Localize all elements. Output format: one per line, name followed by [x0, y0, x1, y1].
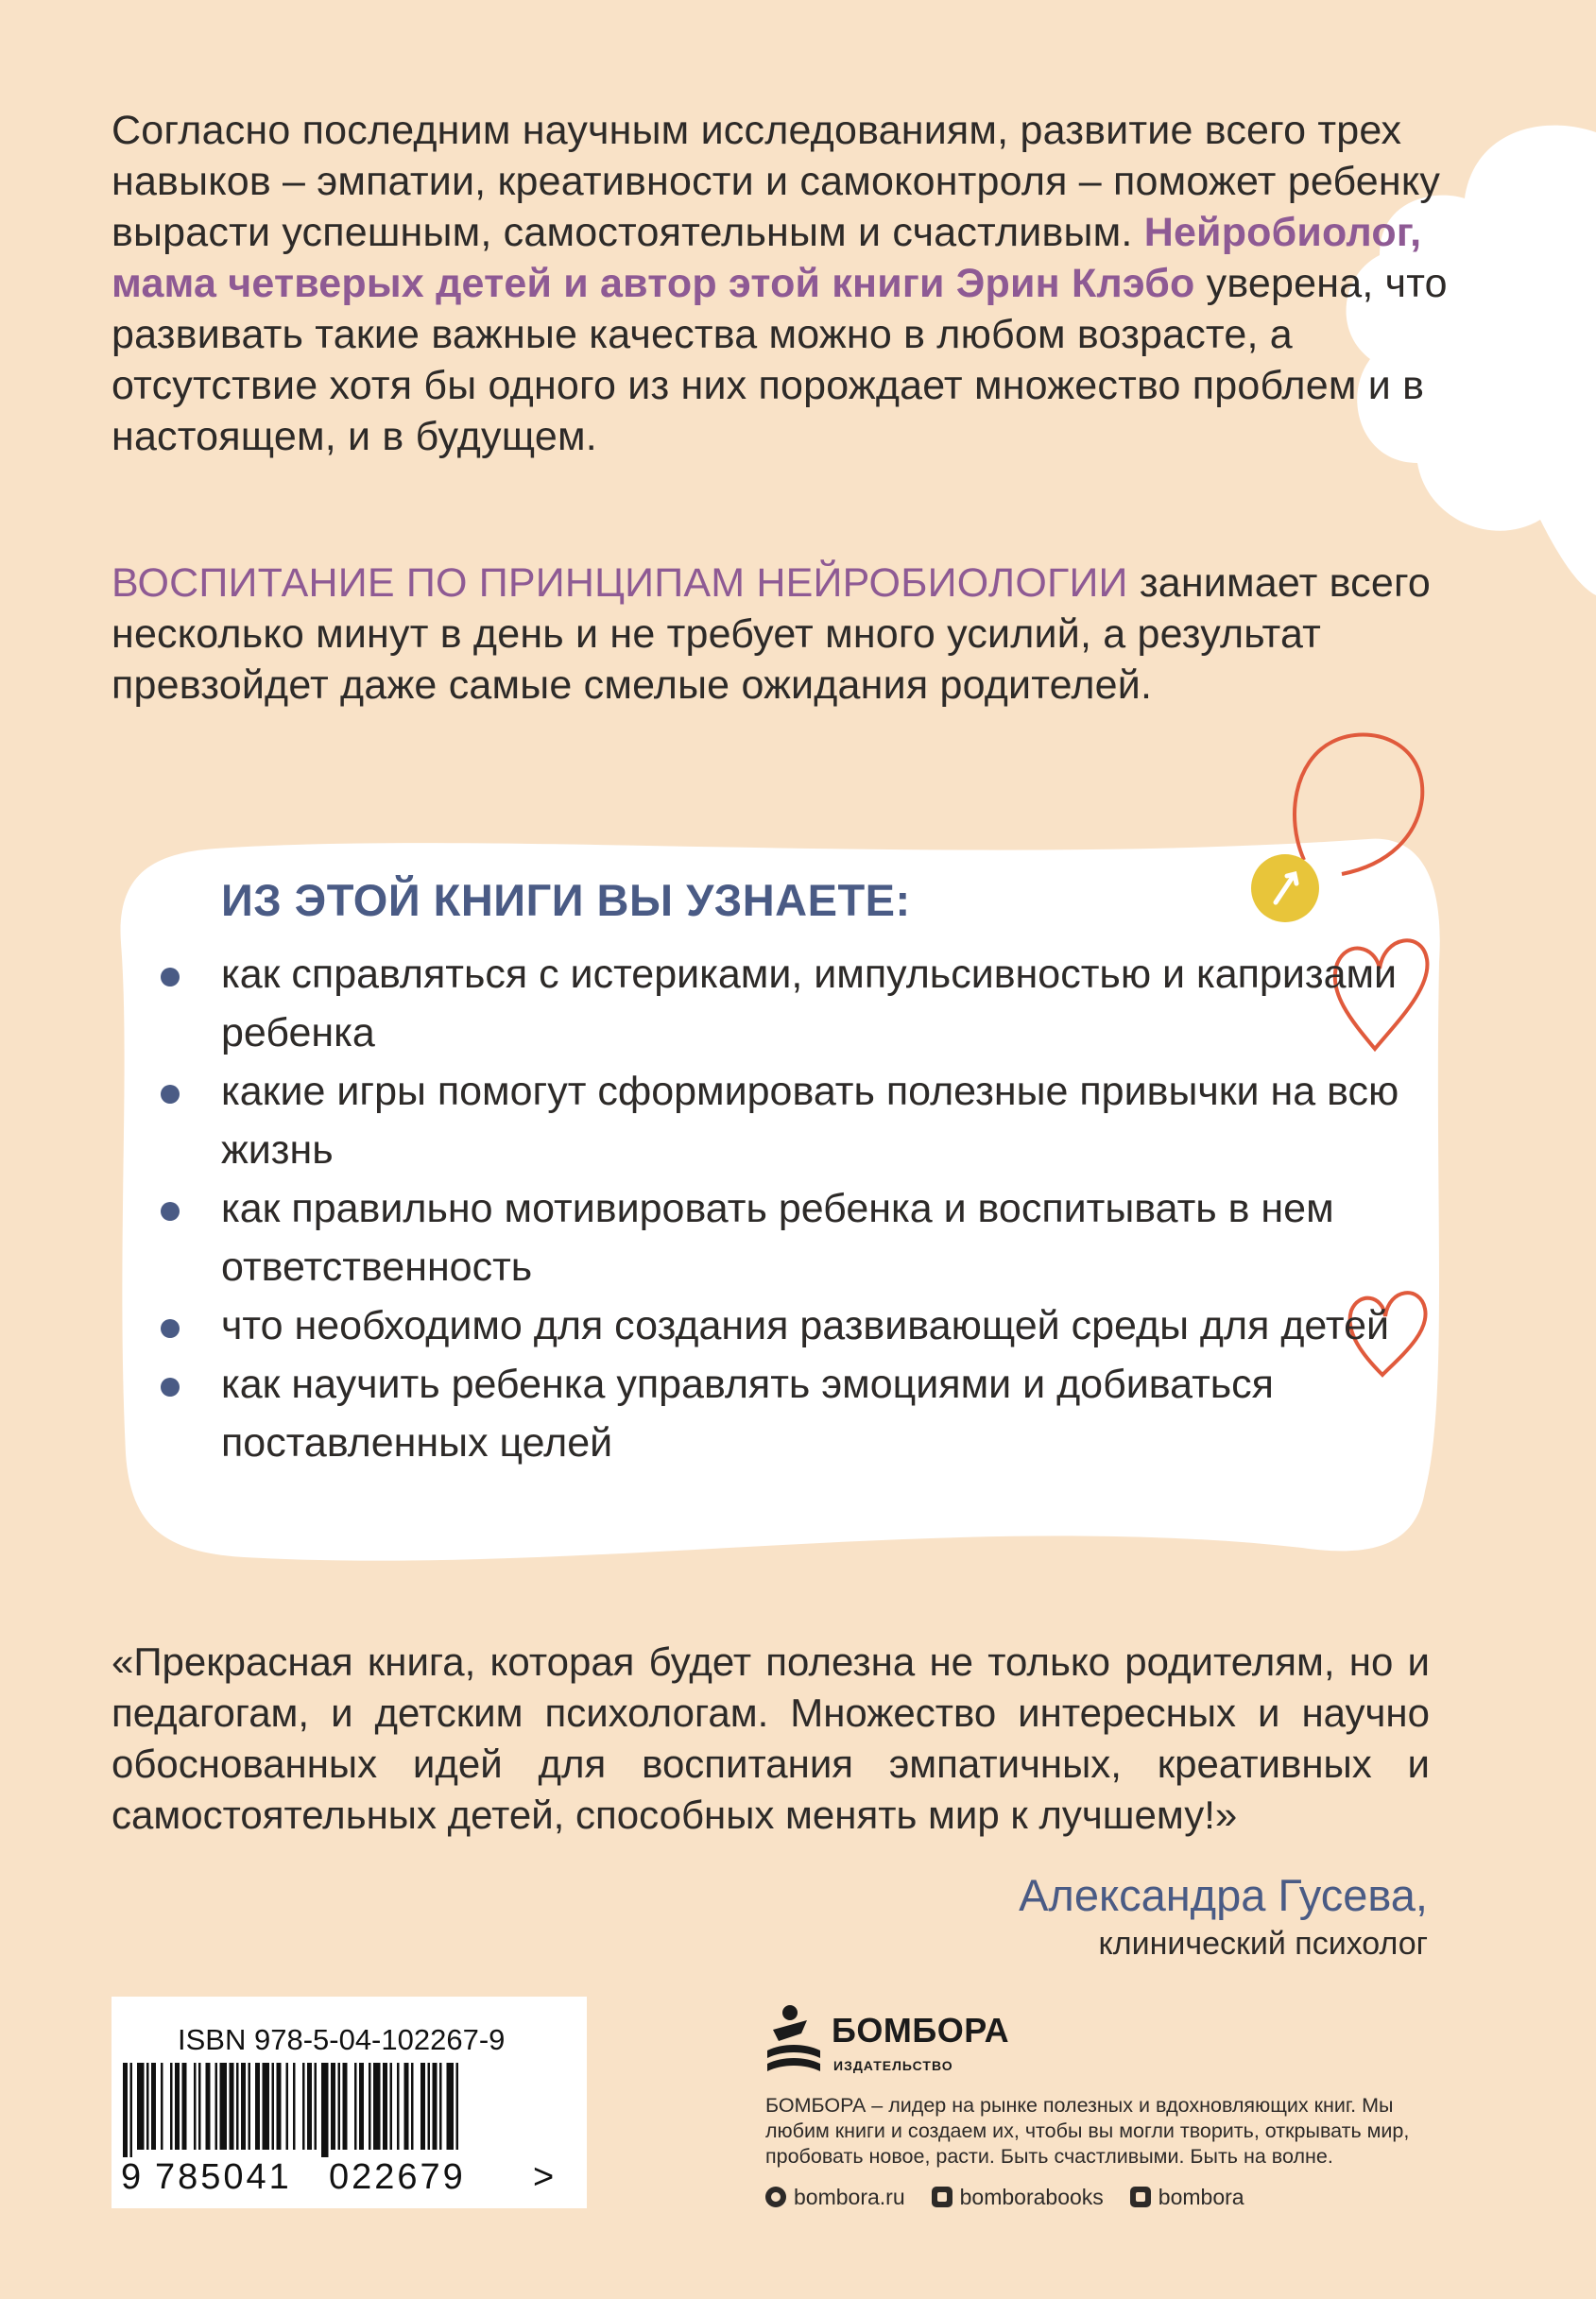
barcode-bar [206, 2063, 211, 2150]
telegram-icon [1130, 2187, 1151, 2207]
barcode-bar [182, 2063, 187, 2150]
quote-author-role: клинический психолог [1098, 1926, 1428, 1962]
barcode-bar [277, 2063, 282, 2150]
barcode-bar [170, 2063, 173, 2150]
intro-text-1: Согласно последним научным исследованиям, развитие всего трех навыков – эмпатии, креативности и самоконтроля – поможет ребенку вырасти успешным, самостоятельным и счастливым. [112, 108, 1441, 255]
publisher-description: БОМБОРА – лидер на рынке полезных и вдохновляющих книг. Мы любим книги и создаем их, чтобы вы могли творить, открывать мир, пробовать новое, расти. Быть счастливыми. Быть на волне. [765, 2094, 1410, 2168]
barcode [112, 1997, 587, 2208]
publisher-socials [765, 2183, 1271, 2211]
barcode-bar [307, 2063, 312, 2150]
barcode-bar [123, 2063, 128, 2157]
list-item: какие игры помогут сформировать полезные привычки на всю жизнь [151, 1062, 1408, 1179]
barcode-bar [236, 2063, 239, 2150]
social-site[interactable]: bombora.ru [765, 2185, 905, 2210]
barcode-bar [338, 2063, 341, 2150]
barcode-bar [293, 2063, 296, 2150]
barcode-bar [447, 2063, 455, 2150]
vk-icon [932, 2187, 952, 2207]
barcode-quiet-mark: > [533, 2157, 558, 2197]
quote-author: Александра Гусева, [1019, 1870, 1428, 1920]
social-telegram[interactable]: bombora [1130, 2185, 1244, 2210]
bullet-icon [161, 968, 180, 987]
barcode-bar [302, 2063, 305, 2150]
barcode-bar [161, 2063, 163, 2150]
barcode-digits-right: 022679 [329, 2157, 466, 2197]
barcode-bar [315, 2063, 317, 2150]
barcode-bar [220, 2063, 228, 2150]
barcode-bar [411, 2063, 414, 2150]
barcode-bar [383, 2063, 387, 2150]
barcode-bar [272, 2063, 275, 2150]
author-highlight: Нейробиолог, мама четверых детей и автор этой книги Эрин Клэбо [112, 210, 1422, 306]
list-item: что необходимо для создания развивающей среды для детей [151, 1296, 1408, 1355]
learn-title: ИЗ ЭТОЙ КНИГИ ВЫ УЗНАЕТЕ: [221, 875, 911, 925]
barcode-bar [130, 2063, 133, 2157]
barcode-bar [151, 2063, 156, 2150]
barcode-bar [373, 2063, 381, 2150]
intro-text-2: уверена, что развивать такие важные качества можно в любом возрасте, а отсутствие хотя бы одного из них порождает множество проблем и в настоящем, и в будущем. [112, 261, 1448, 459]
barcode-bar [241, 2063, 246, 2150]
barcode-bar [194, 2063, 197, 2150]
barcode-bar [321, 2063, 329, 2157]
barcode-bar [359, 2063, 364, 2150]
barcode-bar [249, 2063, 251, 2150]
method-highlight: ВОСПИТАНИЕ ПО ПРИНЦИПАМ НЕЙРОБИОЛОГИИ [112, 560, 1128, 606]
barcode-bar [198, 2063, 201, 2150]
bullet-icon [161, 1378, 180, 1397]
barcode-digits-left: 785041 [155, 2157, 292, 2197]
barcode-bar [137, 2063, 145, 2150]
barcode-bar [354, 2063, 357, 2150]
barcode-bar [433, 2063, 438, 2150]
barcode-bar [369, 2063, 371, 2150]
publisher-name: БОМБОРА [832, 2011, 1010, 2050]
barcode-bar [397, 2063, 400, 2150]
method-text: занимает всего несколько минут в день и не требует много усилий, а результат превзойдет даже самые смелые ожидания родителей. [112, 560, 1432, 708]
barcode-bar [390, 2063, 393, 2150]
barcode-bar [428, 2063, 431, 2150]
barcode-bar [255, 2063, 260, 2150]
medal-decoration [1228, 704, 1455, 931]
social-vk[interactable]: bomborabooks [932, 2185, 1104, 2210]
barcode-bar [420, 2063, 425, 2150]
learn-list [151, 945, 1408, 1472]
publisher-subtitle: ИЗДАТЕЛЬСТВО [833, 2058, 953, 2073]
barcode-bar [175, 2063, 180, 2150]
barcode-bar [230, 2063, 234, 2150]
barcode-bar [456, 2063, 459, 2150]
barcode-bar [263, 2063, 270, 2150]
barcode-digit-first: 9 [121, 2157, 145, 2197]
barcode-bar [439, 2063, 442, 2150]
method-paragraph [112, 558, 1453, 711]
globe-icon [765, 2187, 786, 2207]
barcode-bar [343, 2063, 348, 2150]
barcode-bar [146, 2063, 149, 2150]
isbn-number: ISBN 978-5-04-102267-9 [178, 2023, 506, 2056]
list-item: как справляться с истериками, импульсивностью и капризами ребенка [151, 945, 1408, 1062]
publisher-logo-icon [764, 2003, 824, 2077]
list-item: как научить ребенка управлять эмоциями и добиваться поставленных целей [151, 1355, 1408, 1472]
barcode-bar [286, 2063, 289, 2150]
bullet-icon [161, 1085, 180, 1104]
list-item: как правильно мотивировать ребенка и воспитывать в нем ответственность [151, 1179, 1408, 1296]
barcode-bar [404, 2063, 409, 2150]
barcode-bar [331, 2063, 335, 2150]
intro-paragraph [112, 105, 1453, 462]
bullet-icon [161, 1319, 180, 1338]
bullet-icon [161, 1202, 180, 1221]
barcode-bar [215, 2063, 218, 2150]
review-quote: «Прекрасная книга, которая будет полезна не только родителям, но и педагогам, и детским психологам. Множество интересных и научно обоснованных идей для воспитания эмпатичных, креативных и самостоятельных детей, способных менять мир к лучшему!» [112, 1639, 1430, 1837]
